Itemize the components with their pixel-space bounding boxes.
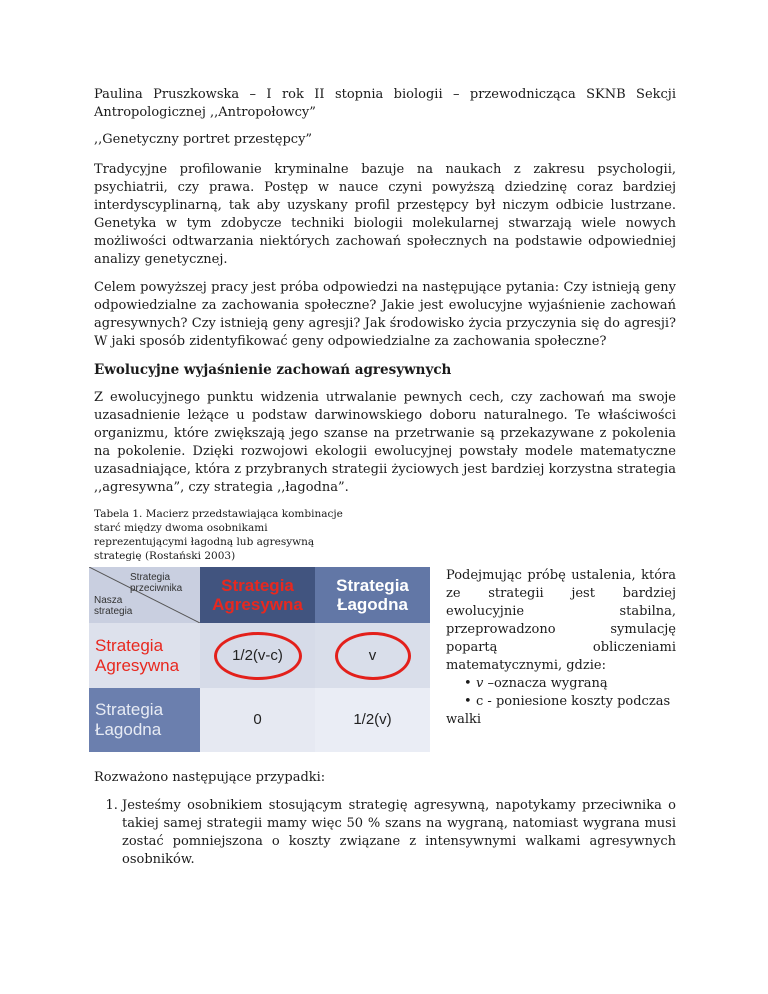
- side-intro: Podejmując próbę ustalenia, która ze strategii jest bardziej ewolucyjnie stabilna, przeprowadzono symulację popartą obliczeniami matematycznymi, gdzie:: [446, 568, 676, 673]
- bullet-c: [446, 693, 676, 729]
- column-header-aggressive: Strategia Agresywna: [200, 567, 315, 623]
- payoff-value: 1/2(v-c): [232, 646, 283, 664]
- strategy-matrix: [89, 567, 430, 752]
- payoff-value: 0: [253, 711, 262, 728]
- matrix-corner-cell: [89, 567, 200, 623]
- cell-aggressive-aggressive: [200, 623, 315, 688]
- cases-list: [94, 797, 676, 869]
- payoff-value: 1/2(v): [353, 711, 392, 728]
- table-block: [94, 567, 676, 767]
- cell-mild-mild: [315, 688, 430, 752]
- bullet-v: • 𝑣 –oznacza wygraną: [446, 675, 676, 693]
- highlight-ring: [335, 632, 411, 680]
- highlight-ring: [214, 632, 302, 680]
- row-header-mild: Strategia Łagodna: [89, 688, 200, 752]
- table-caption: Tabela 1. Macierz przedstawiająca kombinacje starć między dwoma osobnikami reprezentującymi łagodną lub agresywną strategię (Rostański 2003): [94, 508, 343, 562]
- row-header-aggressive: Strategia Agresywna: [89, 623, 200, 688]
- cases-intro: Rozważono następujące przypadki:: [94, 770, 326, 785]
- case-item: 1. Jesteśmy osobnikiem stosującym strategię agresywną, napotykamy przeciwnika o takiej samej strategii mamy więc 50 % szans na wygraną, natomiast wygrana musi zostać pomniejszona o koszty związane z intensywnymi walkami agresywnych osobników.: [122, 797, 676, 869]
- corner-opponent-label: Strategia przeciwnika: [130, 572, 183, 594]
- side-text: [446, 567, 676, 729]
- cell-aggressive-mild: [315, 623, 430, 688]
- payoff-value: v: [368, 646, 377, 664]
- section-heading: Ewolucyjne wyjaśnienie zachowań agresywnych: [94, 362, 452, 378]
- bullet-c-text: c - poniesione koszty podczas walki: [446, 694, 671, 727]
- author-line: Paulina Pruszkowska – I rok II stopnia biologii – przewodnicząca SKNB Sekcji Antropologicznej ,,Antropołowcy”: [94, 87, 676, 120]
- paragraph-aim: Celem powyższej pracy jest próba odpowiedzi na następujące pytania: Czy istnieją geny odpowiedzialne za zachowania społeczne? Jakie jest ewolucyjne wyjaśnienie zachowań agresywnych? Czy istnieją geny agresji? Jak środowisko życia przyczynia się do agresji? W jaki sposób zidentyfikować geny odpowiedzialne za zachowania społeczne?: [94, 280, 676, 349]
- variable-list: [446, 675, 676, 729]
- paragraph-evolution: Z ewolucyjnego punktu widzenia utrwalanie pewnych cech, czy zachowań ma swoje uzasadnienie leżące u podstaw darwinowskiego doboru naturalnego. Te właściwości organizmu, które zwiększają jego szanse na przetrwanie są przekazywane z pokolenia na pokolenie. Dzięki rozwojowi ekologii ewolucyjnej powstały modele matematyczne uzasadniające, która z przybranych strategii życiowych jest bardziej korzystna strategia ,,agresywna”, czy strategia ,,łagodna”.: [94, 390, 676, 495]
- paragraph-intro: Tradycyjne profilowanie kryminalne bazuje na naukach z zakresu psychologii, psychiatrii, czy prawa. Postęp w nauce czyni powyższą dziedzinę coraz bardziej interdyscyplinarną, tak aby uzyskany profil przestępcy był niczym odbicie lustrzane. Genetyka w tym zdobycze techniki biologii molekularnej stwarzają wiele nowych możliwości odtwarzania niektórych zachowań społecznych na podstawie odpowiedniej analizy genetycznej.: [94, 162, 676, 267]
- column-header-mild: Strategia Łagodna: [315, 567, 430, 623]
- document-page: [94, 86, 676, 869]
- document-title: ,,Genetyczny portret przestępcy”: [94, 132, 313, 147]
- cell-mild-aggressive: [200, 688, 315, 752]
- corner-our-label: Nasza strategia: [94, 595, 133, 617]
